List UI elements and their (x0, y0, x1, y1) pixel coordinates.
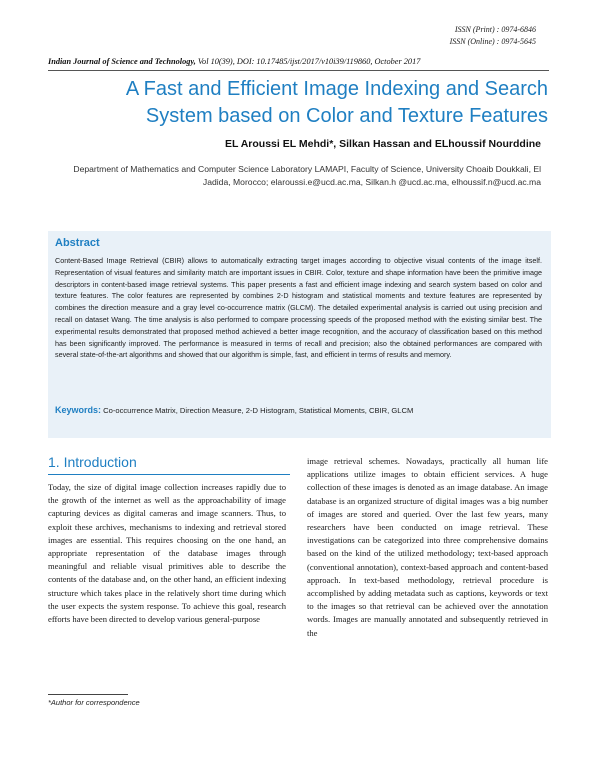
issn-block (450, 24, 536, 48)
paper-title: A Fast and Efficient Image Indexing and Search System based on Color and Texture Features (125, 78, 548, 127)
abstract-heading: Abstract (55, 237, 100, 249)
affiliation: Department of Mathematics and Computer Science Laboratory LAMAPI, Faculty of Science, University Choaib Doukkali, El Jadida, Morocco; elaroussi.e@ucd.ac.ma, Silkan.h @ucd.ac.ma, elhoussif.n@ucd.ac.ma (73, 164, 541, 187)
issn-online: ISSN (Online) : 0974-5645 (449, 37, 536, 46)
keywords-line (55, 405, 542, 415)
journal-citation (48, 57, 420, 66)
section-heading-introduction: 1. Introduction (48, 454, 137, 470)
author-list: EL Aroussi EL Mehdi*, Silkan Hassan and ELhoussif Nourddine (224, 138, 541, 150)
issn-print: ISSN (Print) : 0974-6846 (454, 25, 536, 34)
abstract-body: Content-Based Image Retrieval (CBIR) allows to automatically extracting target images according to objective visual contents of the image itself. Representation of visual features and similarity match are important issues in CBIR. Color, texture and shape information have been the primitive image descriptors in content-based image retrieval systems. This paper presents a fast and efficient image indexing and search system based on color and texture features. The color features are represented by combines 2-D histogram and statistical moments and texture features are represented by combines the direction measure and a gray level co-occurrence matrix (GLCM). The detailed experimental analysis is carried out using precision and recall on dataset Wang. The time analysis is also performed to compare processing speeds of the proposed method with the existing similar best. The experimental results demonstrated that proposed method achieved a better image recognition, and the accuracy of classification based on this method has been significantly improved. The performance is measured in terms of recall and precision; also the obtained performances are compared with several state-of-the-art algorithms and showed that our algorithm is simple, fast, and efficient in terms of results and memory. (55, 256, 542, 360)
intro-left-column: Today, the size of digital image collection increases rapidly due to the growth of the internet as well as the approachability of image capturing devices as digital cameras and image scanners. Thus, to exploit these archives, mechanisms to indexing and retrieval stored images are essential. This requires choosing on the one hand, an appropriate representation of the database images through meaningful and reliable visual primitives able to describe the contents of the database and, on the other hand, an efficient indexing structure which takes place in the relatively short time during which the user expects the system response. To achieve this goal, research efforts have been directed to develop various general-purpose (48, 482, 286, 625)
footnote-rule (48, 694, 128, 695)
journal-details: Vol 10(39), DOI: 10.17485/ijst/2017/v10i39/119860, October 2017 (195, 57, 421, 66)
journal-name: Indian Journal of Science and Technology, (48, 57, 196, 66)
keywords-text: Co-occurrence Matrix, Direction Measure, 2-D Histogram, Statistical Moments, CBIR, GLCM (101, 406, 414, 415)
section-heading-rule (48, 474, 290, 475)
footnote-correspondence: *Author for correspondence (48, 698, 140, 707)
intro-right-column: image retrieval schemes. Nowadays, practically all human life applications utilize images to obtain efficient services. A huge collection of these images is denoted as an image database. An image database is an organized structure of digital images was a big number of images are stored and queried. Over the last few years, many researchers have been conducted on image retrieval. These investigations can be categorized into three comprehensive domains based on the kind of the utilized methodology; text-based approach (conventional annotation), context-based approach and content-based approach. In text-based methodology, retrieval procedure is accomplished by adding metadata such as captions, keywords or text to the images so that retrieval can be achieved over the annotation words. Images are manually annotated and subsequently retrieved in the (307, 456, 548, 638)
keywords-label: Keywords: (55, 405, 102, 415)
header-divider (48, 70, 549, 71)
